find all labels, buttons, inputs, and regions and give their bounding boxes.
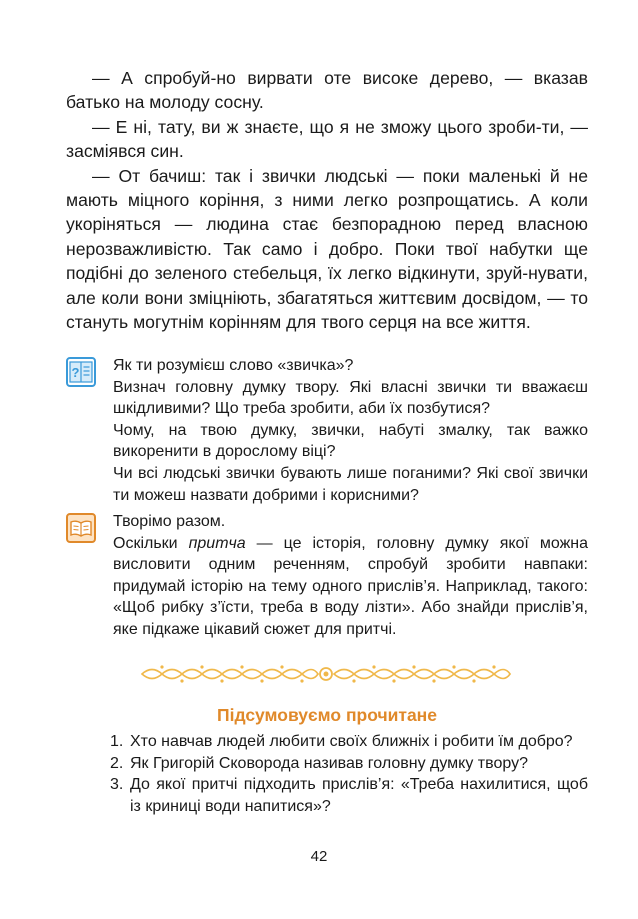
creative-text-after: — це історія, головну думку якої можна висловити одним реченням, спробуй зробити навпаки: придумай історію на тему одного прислів’я. Наприклад, такого: «Щоб рибку з’їсти, треба в воду лізти». Або знайди прислів’я, яке підкаже цікавий сюжет для притчі.: [113, 534, 589, 638]
page-number: 42: [310, 848, 328, 865]
story-paragraph: — А спробуй-но вирвати оте високе дерево, — вказав батько на молоду сосну.: [66, 68, 588, 113]
open-book-icon: [66, 513, 96, 543]
questions-text: [113, 355, 588, 506]
list-item-text: До якої притчі підходить прислів’я: «Треба нахилитися, щоб із криниці води напитися»?: [130, 776, 588, 815]
term-parable: притча: [188, 534, 246, 552]
question-line: Визнач головну думку твору. Які власні звички ти вважаєш шкідливими? Що треба зробити, аби їх позбутися?: [113, 378, 588, 418]
list-item: [110, 753, 588, 775]
question-line: Як ти розумієш слово «звичка»?: [113, 357, 354, 374]
creative-text-before: Оскільки: [113, 534, 189, 552]
list-item: [110, 731, 588, 753]
summary-questions-list: [110, 731, 588, 817]
story-text: [66, 66, 588, 334]
creative-task: [113, 533, 588, 641]
section-title: Підсумовуємо прочитане: [217, 705, 437, 725]
creative-text: [113, 511, 588, 641]
story-paragraph: — Е ні, тату, ви ж знаєте, що я не зможу цього зроби-ти, — засміявся син.: [66, 116, 588, 162]
question-line: Чи всі людські звички бувають лише поганими? Які свої звички ти можеш назвати добрими і корисними?: [113, 464, 588, 504]
list-item-text: Хто навчав людей любити своїх ближніх і робити їм добро?: [130, 733, 573, 750]
question-line: Чому, на твою думку, звички, набуті змалку, так важко викоренити в дорослому віці?: [113, 421, 588, 461]
list-number: 1.: [110, 733, 124, 750]
question-book-icon: [66, 357, 96, 387]
list-number: 3.: [110, 776, 124, 794]
list-item: [110, 774, 588, 817]
svg-text:?: ?: [71, 365, 80, 380]
ornament-divider: [140, 659, 512, 689]
story-paragraph: — От бачиш: так і звички людські — поки маленькі й не мають міцного коріння, з ними легко розпрощатись. А коли укоріняться — людина стає безпорадною перед власною нерозважливістю. Так само і добро. Поки твої набутки ще подібні до зеленого стебельця, їх легко відкинути, зруй-нувати, але коли вони зміцніють, збагатяться життєвим досвідом, — то стануть могутнім корінням для твого серця на все життя.: [66, 165, 588, 333]
creative-title: Творімо разом.: [113, 513, 226, 530]
list-item-text: Як Григорій Сковорода називав головну думку твору?: [130, 754, 528, 772]
list-number: 2.: [110, 754, 124, 772]
